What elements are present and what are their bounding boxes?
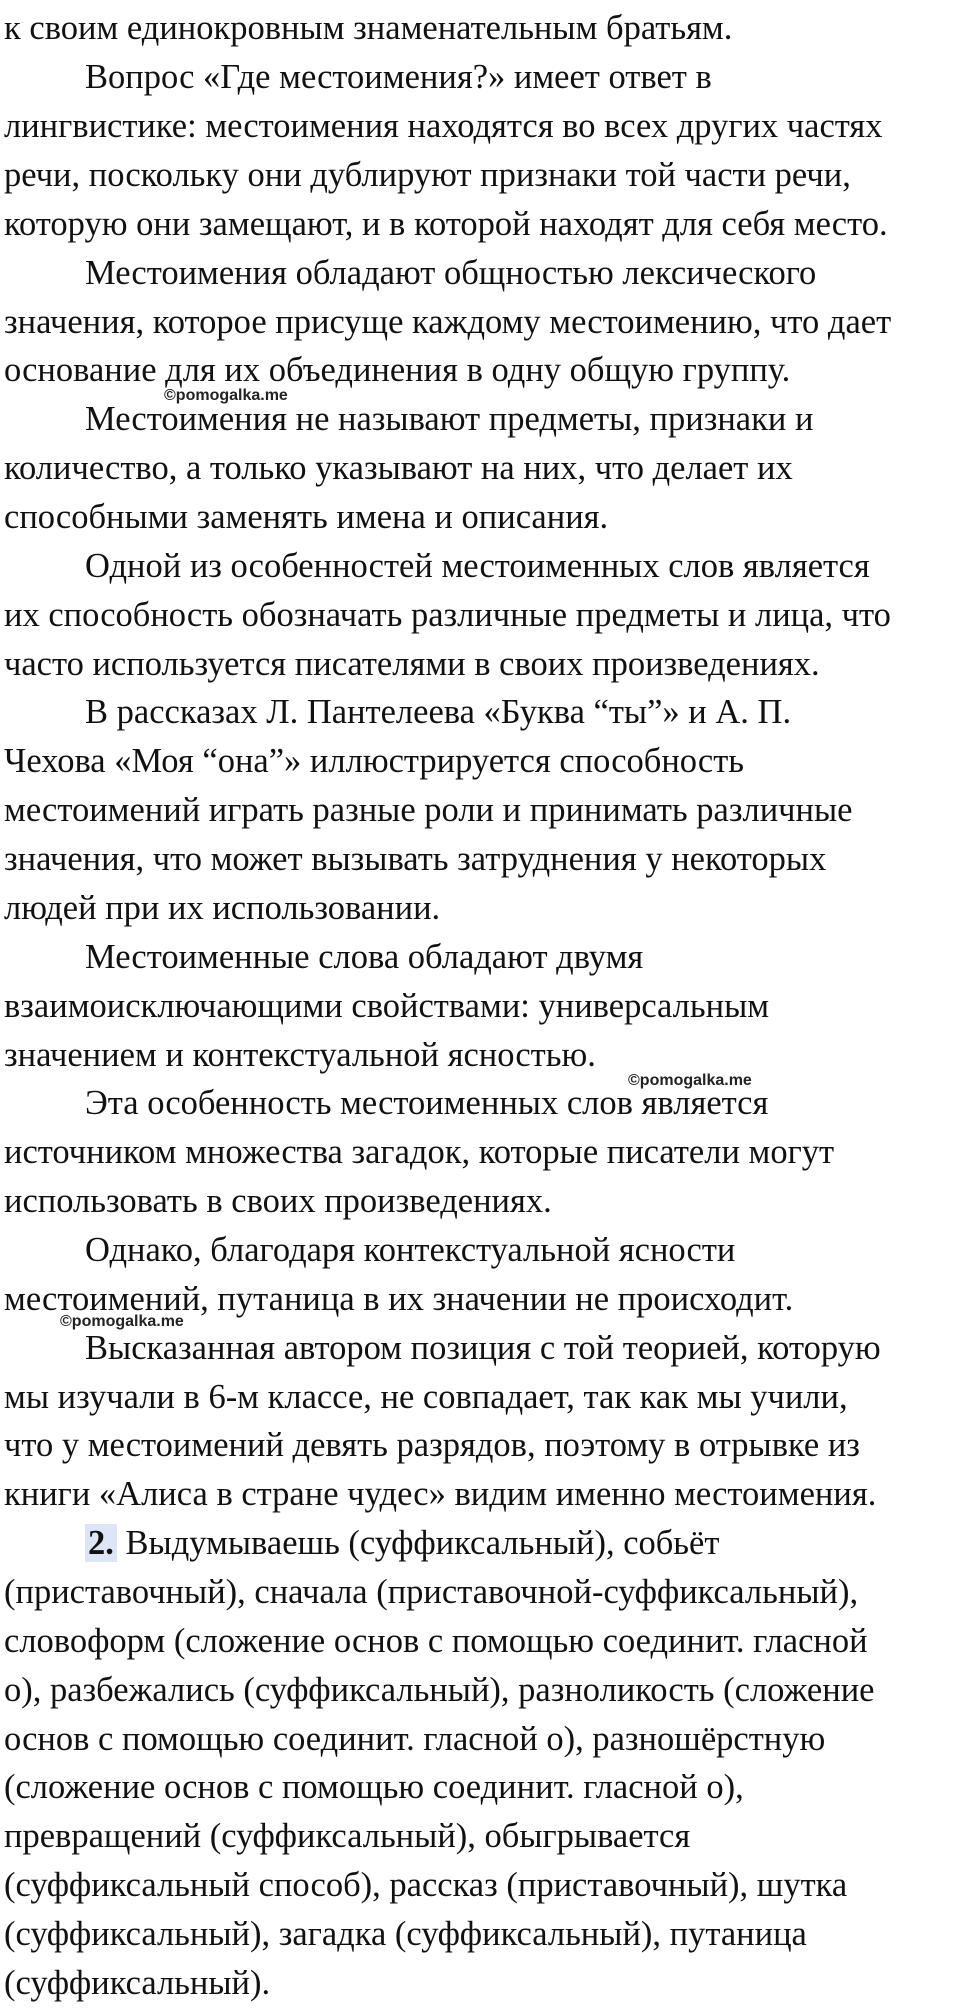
text-line: Чехова «Моя “она”» иллюстрируется способность — [4, 742, 745, 780]
paragraph-start-line: Однако, благодаря контекстуальной ясности — [85, 1231, 736, 1269]
paragraph-start-line: В рассказах Л. Пантелеева «Буква “ты”» и А. П. — [85, 693, 792, 731]
item-number: 2. — [85, 1524, 117, 1562]
text-line: о), разбежались (суффиксальный), разноликость (сложение — [4, 1671, 875, 1709]
paragraph-start-line: Вопрос «Где местоимения?» имеет ответ в — [85, 58, 712, 96]
text-line: основание для их объединения в одну общую группу. — [4, 351, 791, 389]
text-line: (приставочный), сначала (приставочной-суффиксальный), — [4, 1573, 859, 1611]
item-text: Выдумываешь (суффиксальный), собьёт — [125, 1524, 720, 1562]
watermark: ©pomogalka.me — [164, 387, 288, 404]
text-line: речи, поскольку они дублируют признаки той части речи, — [4, 156, 851, 194]
text-line: способными заменять имена и описания. — [4, 498, 609, 536]
text-line: источником множества загадок, которые писатели могут — [4, 1133, 835, 1171]
text-line: словоформ (сложение основ с помощью соединит. гласной — [4, 1622, 868, 1660]
text-line: книги «Алиса в стране чудес» видим именно местоимения. — [4, 1475, 877, 1513]
text-line: местоимений, путаница в их значении не происходит. — [4, 1280, 794, 1318]
watermark: ©pomogalka.me — [60, 1313, 184, 1330]
paragraph-start-line — [85, 1519, 719, 1568]
text-line: (суффиксальный). — [4, 1964, 271, 2002]
text-line: что у местоимений девять разрядов, поэтому в отрывке из — [4, 1426, 860, 1464]
paragraph-start-line: Эта особенность местоименных слов является — [85, 1084, 769, 1122]
text-line: которую они замещают, и в которой находят для себя место. — [4, 205, 888, 243]
text-line: значения, которое присуще каждому местоимению, что дает — [4, 303, 892, 341]
text-line: людей при их использовании. — [4, 889, 441, 927]
text-line: превращений (суффиксальный), обыгрывается — [4, 1817, 691, 1855]
paragraph-start-line: Высказанная автором позиция с той теорией, которую — [85, 1329, 881, 1367]
paragraph-start-line: Местоименные слова обладают двумя — [85, 938, 644, 976]
text-line: значения, что может вызывать затруднения у некоторых — [4, 840, 827, 878]
text-line: к своим единокровным знаменательным братьям. — [4, 9, 733, 47]
text-line: (сложение основ с помощью соединит. гласной о), — [4, 1768, 744, 1806]
paragraph-start-line: Одной из особенностей местоименных слов является — [85, 547, 870, 585]
text-line: их способность обозначать различные предметы и лица, что — [4, 596, 891, 634]
text-line: взаимоисключающими свойствами: универсальным — [4, 987, 770, 1025]
text-line: (суффиксальный способ), рассказ (приставочный), шутка — [4, 1866, 848, 1904]
watermark: ©pomogalka.me — [628, 1072, 752, 1089]
text-line: мы изучали в 6-м классе, не совпадает, так как мы учили, — [4, 1378, 848, 1416]
paragraph-start-line: Местоимения обладают общностью лексического — [85, 254, 817, 292]
text-line: местоимений играть разные роли и принимать различные — [4, 791, 853, 829]
text-line: использовать в своих произведениях. — [4, 1182, 552, 1220]
text-line: основ с помощью соединит. гласной о), разношёрстную — [4, 1720, 826, 1758]
text-line: (суффиксальный), загадка (суффиксальный), путаница — [4, 1915, 807, 1953]
paragraph-start-line: Местоимения не называют предметы, признаки и — [85, 400, 814, 438]
text-line: значением и контекстуальной ясностью. — [4, 1036, 596, 1074]
text-line: количество, а только указывают на них, что делает их — [4, 449, 793, 487]
text-line: лингвистике: местоимения находятся во всех других частях — [4, 107, 883, 145]
text-line: часто используется писателями в своих произведениях. — [4, 645, 820, 683]
